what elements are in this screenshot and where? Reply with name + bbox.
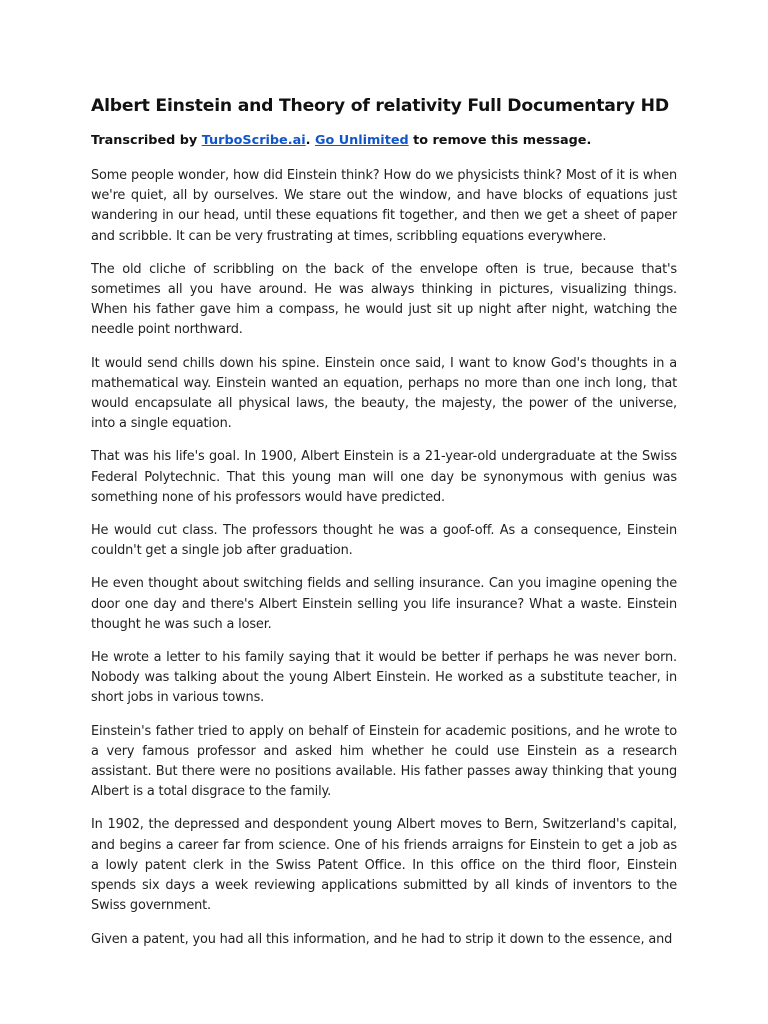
- transcription-suffix: to remove this message.: [408, 133, 592, 148]
- go-unlimited-link[interactable]: Go Unlimited: [314, 133, 409, 148]
- turboscribe-link[interactable]: TurboScribe.ai: [201, 133, 306, 148]
- transcription-notice: [91, 132, 677, 150]
- paragraph: In 1902, the depressed and despondent young Albert moves to Bern, Switzerland's capital, and begins a career far from science. One of his friends arraigns for Einstein to get a job as a lowly patent clerk in the Swiss Patent Office. In this office on the third floor, Einstein spends six days a week reviewing applications submitted by all kinds of inventors to the Swiss government.: [91, 817, 677, 914]
- paragraph: He would cut class. The professors thought he was a goof-off. As a consequence, Einstein couldn't get a single job after graduation.: [91, 523, 677, 559]
- paragraph: He even thought about switching fields and selling insurance. Can you imagine opening the door one day and there's Albert Einstein selling you life insurance? What a waste. Einstein thought he was such a loser.: [91, 576, 677, 632]
- transcription-prefix: Transcribed by: [91, 133, 202, 148]
- paragraph: Given a patent, you had all this information, and he had to strip it down to the essence, and: [91, 931, 673, 947]
- paragraph: Einstein's father tried to apply on behalf of Einstein for academic positions, and he wrote to a very famous professor and asked him whether he could use Einstein as a research assistant. But there were no positions available. His father passes away thinking that young Albert is a total disgrace to the family.: [91, 723, 677, 800]
- transcription-separator: .: [305, 133, 315, 148]
- paragraph: That was his life's goal. In 1900, Albert Einstein is a 21-year-old undergraduate at the Swiss Federal Polytechnic. That this young man will one day be synonymous with genius was something none of his professors would have predicted.: [91, 449, 677, 505]
- paragraph: It would send chills down his spine. Einstein once said, I want to know God's thoughts in a mathematical way. Einstein wanted an equation, perhaps no more than one inch long, that would encapsulate all physical laws, the beauty, the majesty, the power of the universe, into a single equation.: [91, 355, 677, 432]
- document-title: Albert Einstein and Theory of relativity Full Documentary HD: [91, 96, 669, 116]
- paragraph: Some people wonder, how did Einstein think? How do we physicists think? Most of it is when we're quiet, all by ourselves. We stare out the window, and have blocks of equations just wandering in our head, until these equations fit together, and then we get a sheet of paper and scribble. It can be very frustrating at times, scribbling equations everywhere.: [91, 168, 677, 244]
- paragraph: He wrote a letter to his family saying that it would be better if perhaps he was never born. Nobody was talking about the young Albert Einstein. He worked as a substitute teacher, in short jobs in various towns.: [91, 650, 677, 706]
- document-page: [91, 94, 677, 963]
- paragraph: The old cliche of scribbling on the back of the envelope often is true, because that's sometimes all you have around. He was always thinking in pictures, visualizing things. When his father gave him a compass, he would just sit up night after night, watching the needle point northward.: [91, 261, 677, 338]
